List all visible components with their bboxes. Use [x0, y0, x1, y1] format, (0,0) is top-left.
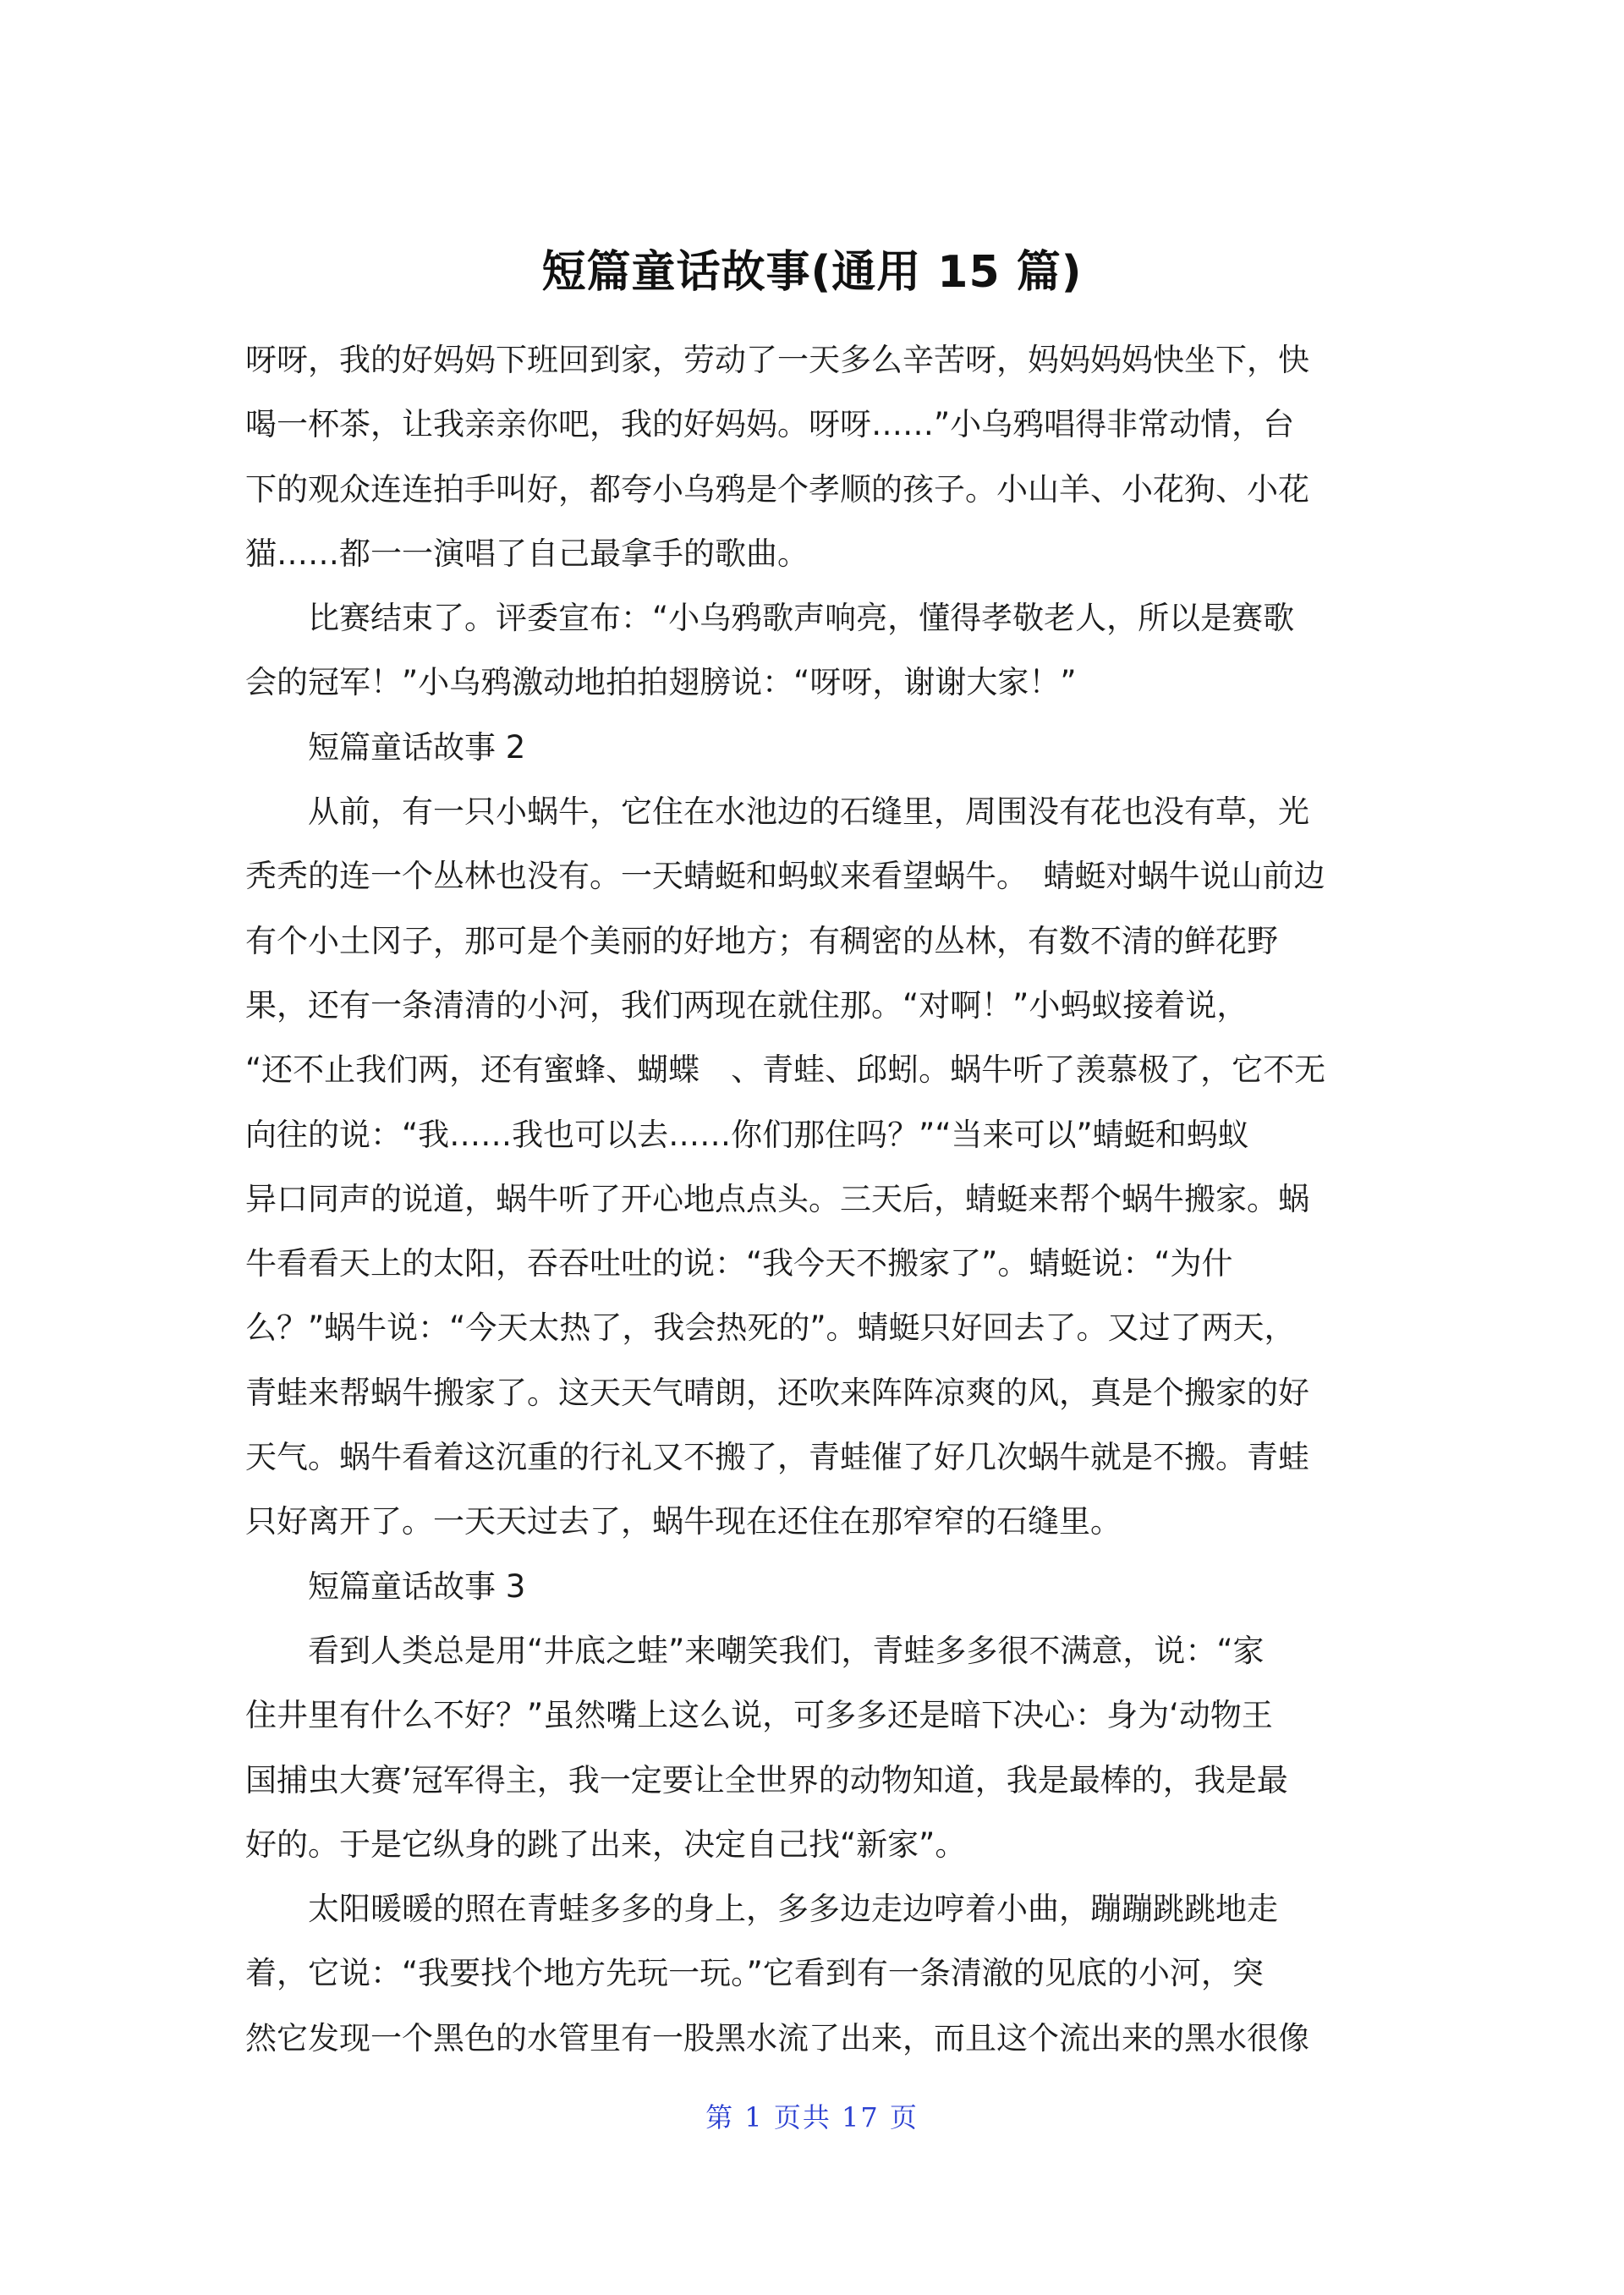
- body-line: 呀呀，我的好妈妈下班回到家，劳动了一天多么辛苦呀，妈妈妈妈快坐下，快: [245, 342, 1309, 378]
- body-line: 猫……都一一演唱了自己最拿手的歌曲。: [245, 535, 809, 572]
- body-line: 么？”蜗牛说：“今天太热了，我会热死的”。蜻蜓只好回去了。又过了两天，: [245, 1309, 1296, 1347]
- body-line: 太阳暖暖的照在青蛙多多的身上，多多边走边哼着小曲，蹦蹦跳跳地走: [245, 1891, 1278, 1928]
- body-line: “还不止我们两，还有蜜蜂、蝴蝶 、青蛙、邱蚓。蜗牛听了羡慕极了，它不无: [245, 1051, 1326, 1089]
- body-line: 国捕虫大赛’冠军得主，我一定要让全世界的动物知道，我是最棒的，我是最: [245, 1761, 1288, 1798]
- page-footer: 第 1 页共 17 页: [705, 2101, 919, 2133]
- body-line: 会的冠军！”小乌鸦激动地拍拍翅膀说：“呀呀，谢谢大家！”: [245, 664, 1077, 701]
- body-line: 有个小土冈子，那可是个美丽的好地方；有稠密的丛林，有数不清的鲜花野: [245, 922, 1278, 959]
- document-title: 短篇童话故事(通用 15 篇): [541, 247, 1083, 298]
- body-line: 牛看看天上的太阳，吞吞吐吐的说：“我今天不搬家了”。蜻蜓说：“为什: [245, 1245, 1233, 1282]
- body-line: 住井里有什么不好？”虽然嘴上这么说，可多多还是暗下决心：身为‘动物王: [245, 1697, 1273, 1734]
- body-line: 天气。蜗牛看着这沉重的行礼又不搬了，青蛙催了好几次蜗牛就是不搬。青蛙: [245, 1439, 1309, 1476]
- body-line: 好的。于是它纵身的跳了出来，决定自己找“新家”。: [245, 1826, 967, 1863]
- body-line: 只好离开了。一天天过去了，蜗牛现在还住在那窄窄的石缝里。: [245, 1503, 1122, 1540]
- body-line: 果，还有一条清清的小河，我们两现在就住那。“对啊！”小蚂蚁接着说，: [245, 986, 1248, 1024]
- body-line: 青蛙来帮蜗牛搬家了。这天天气晴朗，还吹来阵阵凉爽的风，真是个搬家的好: [245, 1374, 1309, 1411]
- body-line: 秃秃的连一个丛林也没有。一天蜻蜓和蚂蚁来看望蜗牛。 蜻蜓对蜗牛说山前边: [245, 858, 1325, 895]
- body-line: 从前，有一只小蜗牛，它住在水池边的石缝里，周围没有花也没有草，光: [245, 793, 1309, 831]
- body-line: 向往的说：“我……我也可以去……你们那住吗？”“当来可以”蜻蜓和蚂蚁: [245, 1116, 1249, 1153]
- body-line: 然它发现一个黑色的水管里有一股黑水流了出来，而且这个流出来的黑水很像: [245, 2019, 1309, 2056]
- body-line: 喝一杯茶，让我亲亲你吧，我的好妈妈。呀呀……”小乌鸦唱得非常动情，台: [245, 406, 1295, 443]
- body-line: 下的观众连连拍手叫好，都夸小乌鸦是个孝顺的孩子。小山羊、小花狗、小花: [245, 470, 1309, 508]
- section-heading: 短篇童话故事 2: [245, 728, 526, 766]
- body-line: 着，它说：“我要找个地方先玩一玩。”它看到有一条清澈的见底的小河，突: [245, 1955, 1264, 1992]
- body-line: 看到人类总是用“井底之蛙”来嘲笑我们，青蛙多多很不满意，说：“家: [245, 1632, 1265, 1669]
- document-body: [245, 328, 1379, 2071]
- section-heading: 短篇童话故事 3: [245, 1568, 526, 1605]
- body-line: 异口同声的说道，蜗牛听了开心地点点头。三天后，蜻蜓来帮个蜗牛搬家。蜗: [245, 1180, 1309, 1217]
- body-line: 比赛结束了。评委宣布：“小乌鸦歌声响亮，懂得孝敬老人，所以是赛歌: [245, 600, 1295, 637]
